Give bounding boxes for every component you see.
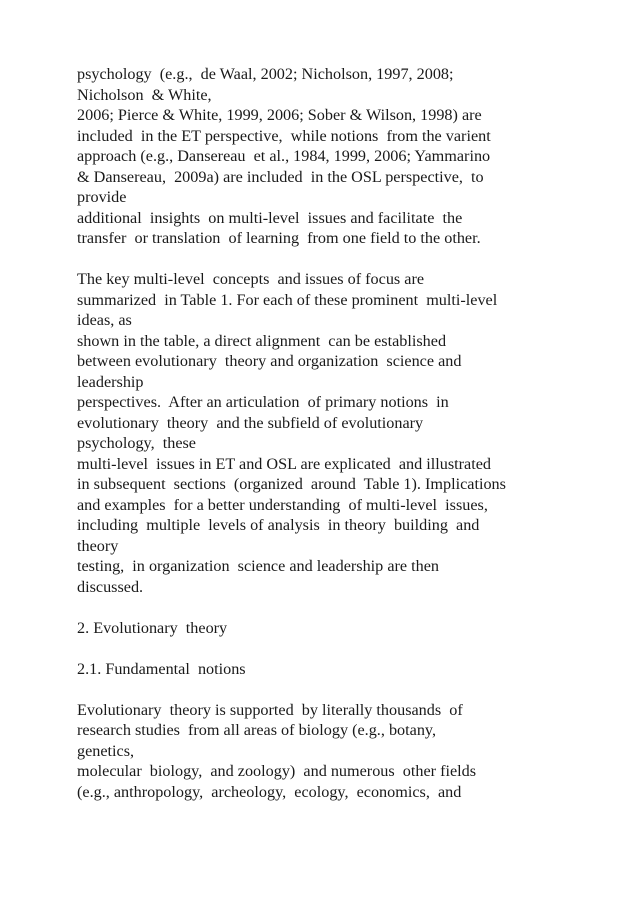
text-line: evolutionary theory and the subfield of evolutionary [77, 413, 424, 432]
text-line: including multiple levels of analysis in theory building and [77, 516, 480, 534]
text-line: discussed. [77, 577, 144, 596]
text-line: shown in the table, a direct alignment can be established [77, 331, 447, 350]
paragraph-evolutionary-theory [77, 700, 577, 803]
text-line: additional insights on multi-level issues and facilitate the [77, 208, 463, 227]
document-body [77, 64, 577, 823]
text-line: research studies from all areas of biology (e.g., botany, [77, 721, 437, 739]
text-line: Evolutionary theory is supported by literally thousands of [77, 700, 463, 719]
section-heading [77, 618, 577, 639]
text-line: provide [77, 188, 127, 206]
text-line: molecular biology, and zoology) and numerous other fields [77, 762, 477, 780]
text-line: leadership [77, 372, 144, 391]
text-line: included in the ET perspective, while notions from the varient [77, 126, 491, 145]
text-line: The key multi-level concepts and issues of focus are [77, 270, 425, 288]
text-line: multi-level issues in ET and OSL are explicated and illustrated [77, 454, 492, 473]
text-line: 2006; Pierce & White, 1999, 2006; Sober & Wilson, 1998) are [77, 106, 482, 124]
text-line: & Dansereau, 2009a) are included in the OSL perspective, to [77, 167, 484, 186]
text-line: (e.g., anthropology, archeology, ecology, economics, and [77, 782, 462, 801]
text-line: testing, in organization science and leadership are then [77, 557, 439, 575]
text-line: in subsequent sections (organized around Table 1). Implications [77, 475, 506, 493]
text-line: psychology (e.g., de Waal, 2002; Nicholson, 1997, 2008; [77, 65, 454, 83]
text-line: approach (e.g., Dansereau et al., 1984, 1999, 2006; Yammarino [77, 147, 491, 165]
subsection-heading [77, 659, 577, 680]
text-line: perspectives. After an articulation of primary notions in [77, 393, 449, 411]
paragraph-intro-perspectives [77, 64, 577, 249]
section-heading-text: 2. Evolutionary theory [77, 618, 228, 637]
text-line: psychology, these [77, 434, 196, 452]
paragraph-key-concepts [77, 269, 577, 597]
text-line: genetics, [77, 741, 135, 760]
text-line: ideas, as [77, 311, 132, 329]
text-line: transfer or translation of learning from one field to the other. [77, 229, 481, 247]
text-line: summarized in Table 1. For each of these prominent multi-level [77, 290, 498, 309]
subsection-heading-text: 2.1. Fundamental notions [77, 659, 246, 678]
text-line: Nicholson & White, [77, 85, 212, 104]
text-line: theory [77, 536, 119, 555]
text-line: and examples for a better understanding of multi-level issues, [77, 495, 488, 514]
text-line: between evolutionary theory and organization science and [77, 352, 462, 370]
